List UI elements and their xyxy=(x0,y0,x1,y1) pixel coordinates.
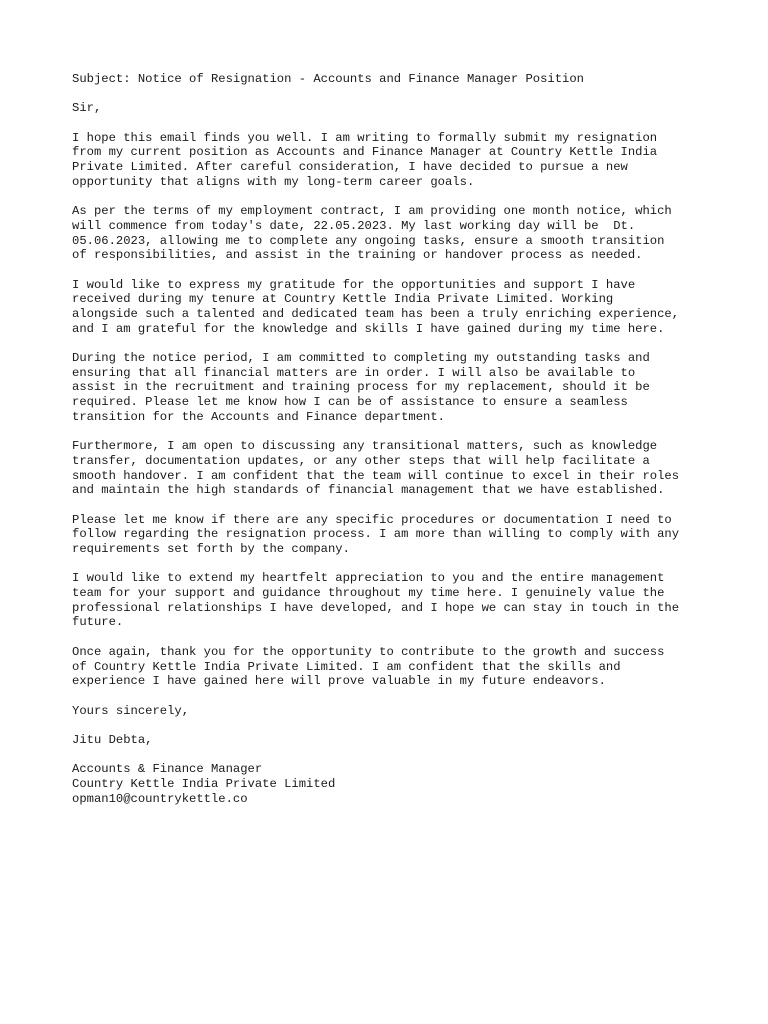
signer-title: Accounts & Finance Manager xyxy=(72,762,263,777)
paragraph-line: transfer, documentation updates, or any other steps that will help facilitate a xyxy=(72,453,650,468)
paragraph-line: During the notice period, I am committed to completing my outstanding tasks and xyxy=(72,351,650,366)
paragraph-line: experience I have gained here will prove valuable in my future endeavors. xyxy=(72,674,606,689)
paragraph-line: requirements set forth by the company. xyxy=(72,542,350,556)
paragraph-line: As per the terms of my employment contract, I am providing one month notice, which xyxy=(72,204,672,219)
paragraph-line: ensuring that all financial matters are in order. I will also be available to xyxy=(72,365,636,380)
paragraph-line: professional relationships I have developed, and I hope we can stay in touch in the xyxy=(72,600,680,615)
paragraph-line: I hope this email finds you well. I am writing to formally submit my resignation xyxy=(72,130,658,145)
paragraph-line: assist in the recruitment and training process for my replacement, should it be xyxy=(72,380,650,395)
subject-text: Subject: Notice of Resignation - Accounts and Finance Manager Position xyxy=(72,72,584,86)
paragraph-4 xyxy=(72,351,732,424)
paragraph-5 xyxy=(72,439,732,498)
paragraph-line: of responsibilities, and assist in the training or handover process as needed. xyxy=(72,248,643,263)
paragraph-2 xyxy=(72,204,732,263)
paragraph-line: received during my tenure at Country Kettle India Private Limited. Working xyxy=(72,292,614,307)
paragraph-line: future. xyxy=(72,615,124,630)
paragraph-line: and maintain the high standards of financial management that we have established. xyxy=(72,483,665,498)
paragraph-line: of Country Kettle India Private Limited. I am confident that the skills and xyxy=(72,659,621,674)
salutation-text: Sir, xyxy=(72,101,102,116)
paragraph-line: from my current position as Accounts and Finance Manager at Country Kettle India xyxy=(72,145,658,160)
closing xyxy=(72,704,732,719)
paragraph-line: I would like to express my gratitude for the opportunities and support I have xyxy=(72,277,636,292)
paragraph-line: smooth handover. I am confident that the team will continue to excel in their roles xyxy=(72,468,680,483)
salutation xyxy=(72,101,732,116)
paragraph-3 xyxy=(72,278,732,337)
paragraph-line: opportunity that aligns with my long-term career goals. xyxy=(72,174,475,189)
paragraph-6 xyxy=(72,513,732,557)
paragraph-line: follow regarding the resignation process. I am more than willing to comply with any xyxy=(72,527,680,542)
paragraph-line: I would like to extend my heartfelt appreciation to you and the entire management xyxy=(72,571,665,586)
letter-body xyxy=(72,72,732,806)
paragraph-line: required. Please let me know how I can be of assistance to ensure a seamless xyxy=(72,395,628,410)
paragraph-line: 05.06.2023, allowing me to complete any ongoing tasks, ensure a smooth transition xyxy=(72,233,665,248)
paragraph-line: Private Limited. After careful consideration, I have decided to pursue a new xyxy=(72,160,628,175)
paragraph-line: team for your support and guidance throughout my time here. I genuinely value the xyxy=(72,586,665,601)
signer-email[interactable]: opman10@countrykettle.co xyxy=(72,791,248,806)
paragraph-line: Once again, thank you for the opportunity to contribute to the growth and success xyxy=(72,644,665,659)
paragraph-line: transition for the Accounts and Finance department. xyxy=(72,409,445,424)
paragraph-8 xyxy=(72,645,732,689)
paragraph-1 xyxy=(72,131,732,190)
paragraph-line: and I am grateful for the knowledge and skills I have gained during my time here. xyxy=(72,321,665,336)
paragraph-line: Please let me know if there are any specific procedures or documentation I need to xyxy=(72,512,672,527)
paragraph-7 xyxy=(72,571,732,630)
signature-block xyxy=(72,762,732,806)
signer xyxy=(72,733,732,748)
subject-line xyxy=(72,72,732,87)
signer-company: Country Kettle India Private Limited xyxy=(72,777,336,791)
paragraph-line: will commence from today's date, 22.05.2023. My last working day will be Dt. xyxy=(72,218,636,233)
paragraph-line: alongside such a talented and dedicated team has been a truly enriching experience, xyxy=(72,307,680,321)
paragraph-line: Furthermore, I am open to discussing any transitional matters, such as knowledge xyxy=(72,439,658,454)
signer-name: Jitu Debta, xyxy=(72,732,153,747)
closing-text: Yours sincerely, xyxy=(72,703,190,718)
